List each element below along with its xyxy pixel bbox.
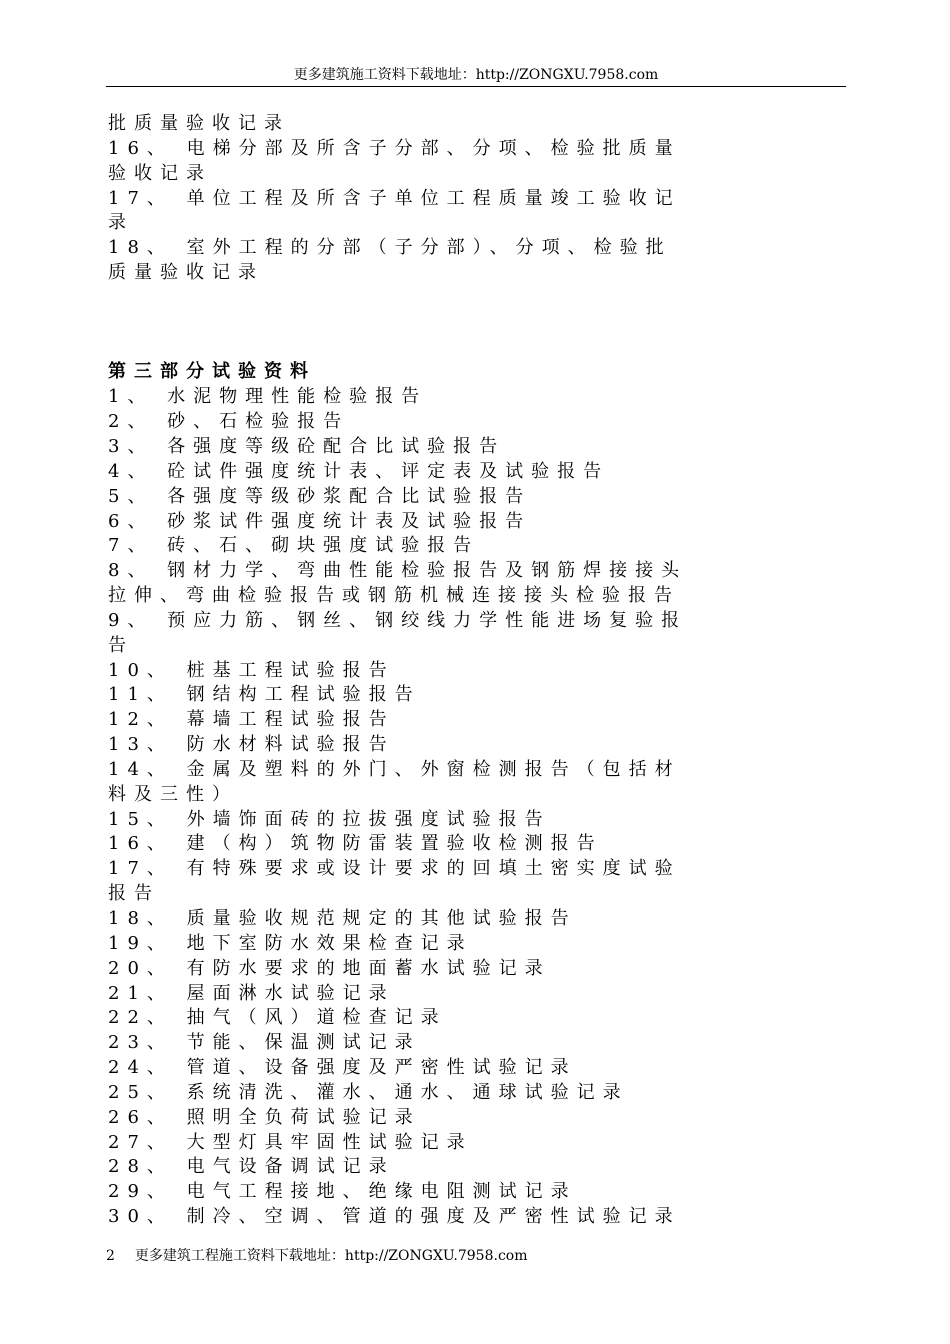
document-line: 26、 照明全负荷试验记录 [108,1106,421,1128]
document-line: 9、 预应力筋、钢丝、钢绞线力学性能进场复验报 [108,609,688,631]
document-line: 27、 大型灯具牢固性试验记录 [108,1131,473,1153]
document-line: 料及三性） [108,783,238,805]
page-number: 2 [106,1248,115,1264]
document-line: 28、 电气设备调试记录 [108,1156,395,1178]
document-line: 3、 各强度等级砼配合比试验报告 [108,435,506,457]
document-line: 报告 [108,883,160,905]
document-line: 17、 有特殊要求或设计要求的回填土密实度试验 [108,858,681,880]
document-line: 19、 地下室防水效果检查记录 [108,932,473,954]
document-line: 30、 制冷、空调、管道的强度及严密性试验记录 [108,1206,681,1228]
footer-text: 更多建筑工程施工资料下载地址：http://ZONGXU.7958.com [134,1248,528,1264]
document-line: 22、 抽气（风）道检查记录 [108,1007,447,1029]
document-body [108,112,832,1230]
document-line: 16、 电梯分部及所含子分部、分项、检验批质量 [108,137,681,159]
document-line: 6、 砂浆试件强度统计表及试验报告 [108,510,532,532]
document-line: 24、 管道、设备强度及严密性试验记录 [108,1057,577,1079]
document-line: 批质量验收记录 [108,113,290,134]
document-line: 21、 屋面淋水试验记录 [108,982,395,1004]
document-line: 录 [108,212,134,234]
document-line: 15、 外墙饰面砖的拉拔强度试验报告 [108,808,551,830]
document-line: 质量验收记录 [108,262,264,284]
document-line: 5、 各强度等级砂浆配合比试验报告 [108,485,532,507]
document-line: 7、 砖、石、砌块强度试验报告 [108,535,480,557]
document-line [108,286,832,311]
document-line [108,336,832,361]
document-line: 告 [108,634,134,656]
document-line: 13、 防水材料试验报告 [108,734,395,756]
document-line: 16、 建（构）筑物防雷装置验收检测报告 [108,833,603,855]
document-line: 18、 质量验收规范规定的其他试验报告 [108,908,577,929]
document-line: 20、 有防水要求的地面蓄水试验记录 [108,957,551,979]
document-line: 2、 砂、石检验报告 [108,411,350,433]
document-line: 4、 砼试件强度统计表、评定表及试验报告 [108,460,610,482]
document-line: 12、 幕墙工程试验报告 [108,709,395,731]
document-line: 25、 系统清洗、灌水、通水、通球试验记录 [108,1081,629,1103]
page-footer [106,1247,528,1265]
document-line: 14、 金属及塑料的外门、外窗检测报告（包括材 [108,758,681,780]
document-line: 23、 节能、保温测试记录 [108,1032,421,1054]
page-header: 更多建筑施工资料下载地址：http://ZONGXU.7958.com [293,67,659,83]
document-line [108,311,832,336]
section-heading: 第三部分试验资料 [108,361,316,383]
document-line: 29、 电气工程接地、绝缘电阻测试记录 [108,1181,577,1203]
document-line: 17、 单位工程及所含子单位工程质量竣工验收记 [108,187,681,209]
document-line: 8、 钢材力学、弯曲性能检验报告及钢筋焊接接头 [108,560,688,582]
header-rule [106,86,846,87]
document-line: 10、 桩基工程试验报告 [108,659,395,681]
document-line: 1、 水泥物理性能检验报告 [108,386,428,408]
document-line: 18、 室外工程的分部（子分部）、分项、检验批 [108,237,672,259]
document-line: 拉伸、弯曲检验报告或钢筋机械连接接头检验报告 [108,585,680,607]
document-line: 11、 钢结构工程试验报告 [108,684,421,706]
document-line: 验收记录 [108,162,212,184]
